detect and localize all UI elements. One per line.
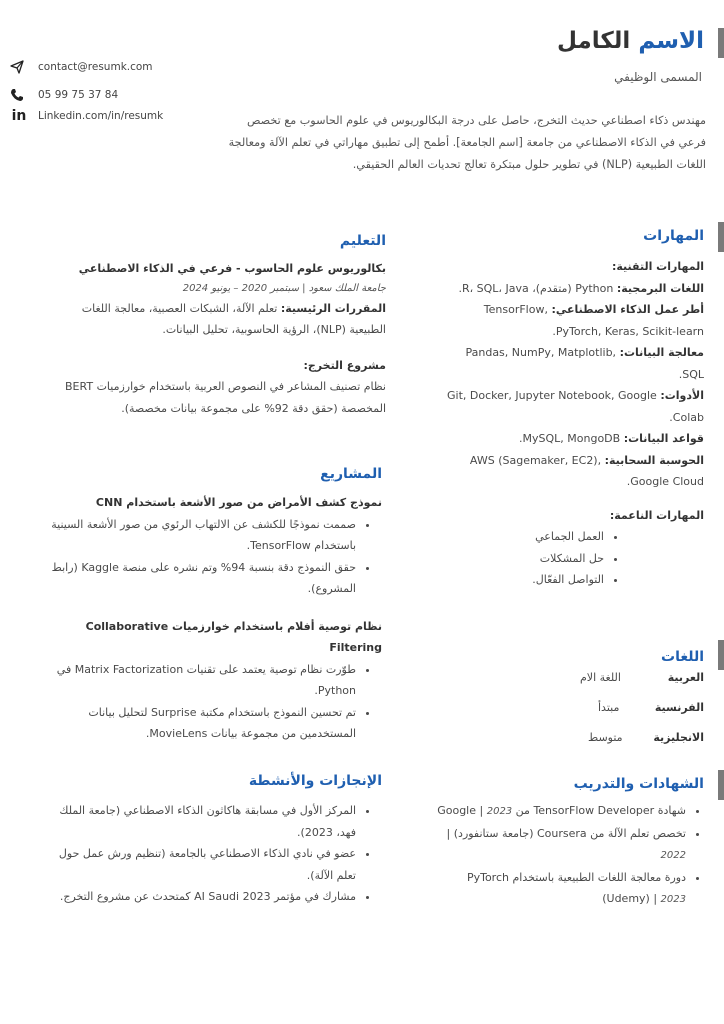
- language-name: الانجليزية: [653, 731, 704, 744]
- contact-phone[interactable]: 05 99 75 37 84: [10, 88, 118, 102]
- list-item: • صممت نموذجًا للكشف عن الالتهاب الرئوي من صور الأشعة السينية باستخدام TensorFlow.: [50, 514, 356, 557]
- projects-block: [50, 492, 382, 745]
- list-item: • تخصص تعلم الآلة من Coursera (جامعة ستانفورد) | 2022: [424, 823, 686, 867]
- language-level: اللغة الام: [580, 671, 621, 684]
- project-title: نموذج كشف الأمراض من صور الأشعة باستخدام CNN: [95, 496, 382, 509]
- list-item: • التواصل الفعّال.: [442, 569, 604, 591]
- languages-accent-bar: [718, 640, 724, 670]
- summary: مهندس ذكاء اصطناعي حديث التخرج، حاصل على درجة البكالوريوس في علوم الحاسوب مع تخصص فرعي في الذكاء الاصطناعي من جامعة [اسم الجامعة]. أطمح إلى تطبيق مهاراتي في تعلم الآلة ومعالجة اللغات الطبيعية (NLP) في تطوير حلول مبتكرة تعالج تحديات العالم الحقيقي.: [228, 114, 706, 171]
- job-title: المسمى الوظيفي: [614, 70, 702, 84]
- certs-title: الشهادات والتدريب: [573, 776, 704, 792]
- name-last: الكامل: [557, 28, 631, 54]
- skill-frameworks: أطر عمل الذكاء الاصطناعي: TensorFlow, PyTorch, Keras, Scikit-learn.: [483, 303, 704, 338]
- language-name: الفرنسية: [654, 701, 704, 714]
- name-first: الاسم: [638, 28, 704, 54]
- project-bullets: [50, 514, 382, 600]
- language-name: العربية: [667, 671, 704, 684]
- certs-accent-bar: [718, 770, 724, 800]
- project-title: نظام توصية أفلام باستخدام خوارزميات Collaborative Filtering: [85, 619, 382, 654]
- achievements-list: [46, 800, 382, 908]
- project-label: مشروع التخرج:: [303, 358, 386, 372]
- language-level: مبتدأ: [598, 701, 620, 714]
- degree: بكالوريوس علوم الحاسوب - فرعي في الذكاء الاصطناعي: [78, 262, 386, 275]
- list-item: • طوّرت نظام توصية يعتمد على تقنيات Matrix Factorization في Python.: [50, 659, 356, 702]
- skills-block: [442, 256, 704, 591]
- language-level: متوسط: [588, 731, 623, 744]
- tech-skills-title: المهارات التقنية:: [611, 260, 704, 273]
- project-desc: نظام تصنيف المشاعر في النصوص العربية باستخدام خوارزميات BERT المخصصة (حقق دقة 92% على مجموعة بيانات مخصصة).: [65, 380, 386, 415]
- soft-skills-list: [442, 526, 704, 591]
- list-item: • دورة معالجة اللغات الطبيعية باستخدام PyTorch (Udemy) | 2023: [424, 867, 686, 911]
- education-title: التعليم: [339, 233, 386, 249]
- skill-tools: الأدوات: Git, Docker, Jupyter Notebook, Google Colab.: [446, 389, 704, 424]
- send-icon: [10, 60, 28, 74]
- skill-databases: قواعد البيانات: MySQL, MongoDB.: [519, 432, 704, 445]
- linkedin-icon: in: [11, 108, 27, 124]
- contact-linkedin[interactable]: in Linkedin.com/in/resumk: [11, 108, 164, 124]
- languages-title: اللغات: [661, 649, 704, 665]
- list-item: • تم تحسين النموذج باستخدام مكتبة Surprise لتحليل بيانات المستخدمين من مجموعة بيانات MovieLens.: [50, 702, 356, 745]
- list-item: • حقق النموذج دقة بنسبة 94% وتم نشره على منصة Kaggle (رابط المشروع).: [50, 557, 356, 600]
- courses: المقررات الرئيسية: تعلم الآلة، الشبكات العصبية، معالجة اللغات الطبيعية (NLP)، الرؤية الحاسوبية، تحليل البيانات.: [81, 301, 386, 336]
- skills-accent-bar: [718, 222, 724, 252]
- projects-title: المشاريع: [320, 466, 382, 482]
- phone-icon: [10, 88, 28, 102]
- list-item: • العمل الجماعي: [442, 526, 604, 548]
- skills-title: المهارات: [643, 228, 704, 244]
- list-item: • عضو في نادي الذكاء الاصطناعي بالجامعة (تنظيم ورش عمل حول تعلم الآلة).: [46, 843, 356, 886]
- contact-email[interactable]: contact@resumk.com: [10, 60, 153, 74]
- list-item: • حل المشكلات: [442, 548, 604, 570]
- list-item: • المركز الأول في مسابقة هاكاثون الذكاء الاصطناعي (جامعة الملك فهد، 2023).: [46, 800, 356, 843]
- list-item: • شهادة TensorFlow Developer من Google | 2023: [424, 800, 686, 823]
- header-accent-bar: [718, 28, 724, 58]
- achievements-title: الإنجازات والأنشطة: [248, 773, 382, 789]
- full-name: [557, 28, 704, 54]
- skill-languages: اللغات البرمجية: Python (متقدم)، R، SQL، Java.: [458, 281, 704, 295]
- soft-skills-title: المهارات الناعمة:: [609, 508, 704, 522]
- education-block: [56, 258, 386, 419]
- skill-cloud: الحوسبة السحابية: AWS (Sagemaker, EC2), Google Cloud.: [469, 453, 704, 488]
- project-bullets: [50, 659, 382, 745]
- skill-data: معالجة البيانات: Pandas, NumPy, Matplotlib, SQL.: [465, 346, 704, 381]
- certs-list: [424, 800, 706, 911]
- school: جامعة الملك سعود | سبتمبر 2020 – يونيو 2024: [182, 282, 386, 294]
- list-item: • مشارك في مؤتمر AI Saudi 2023 كمتحدث عن مشروع التخرج.: [46, 886, 356, 908]
